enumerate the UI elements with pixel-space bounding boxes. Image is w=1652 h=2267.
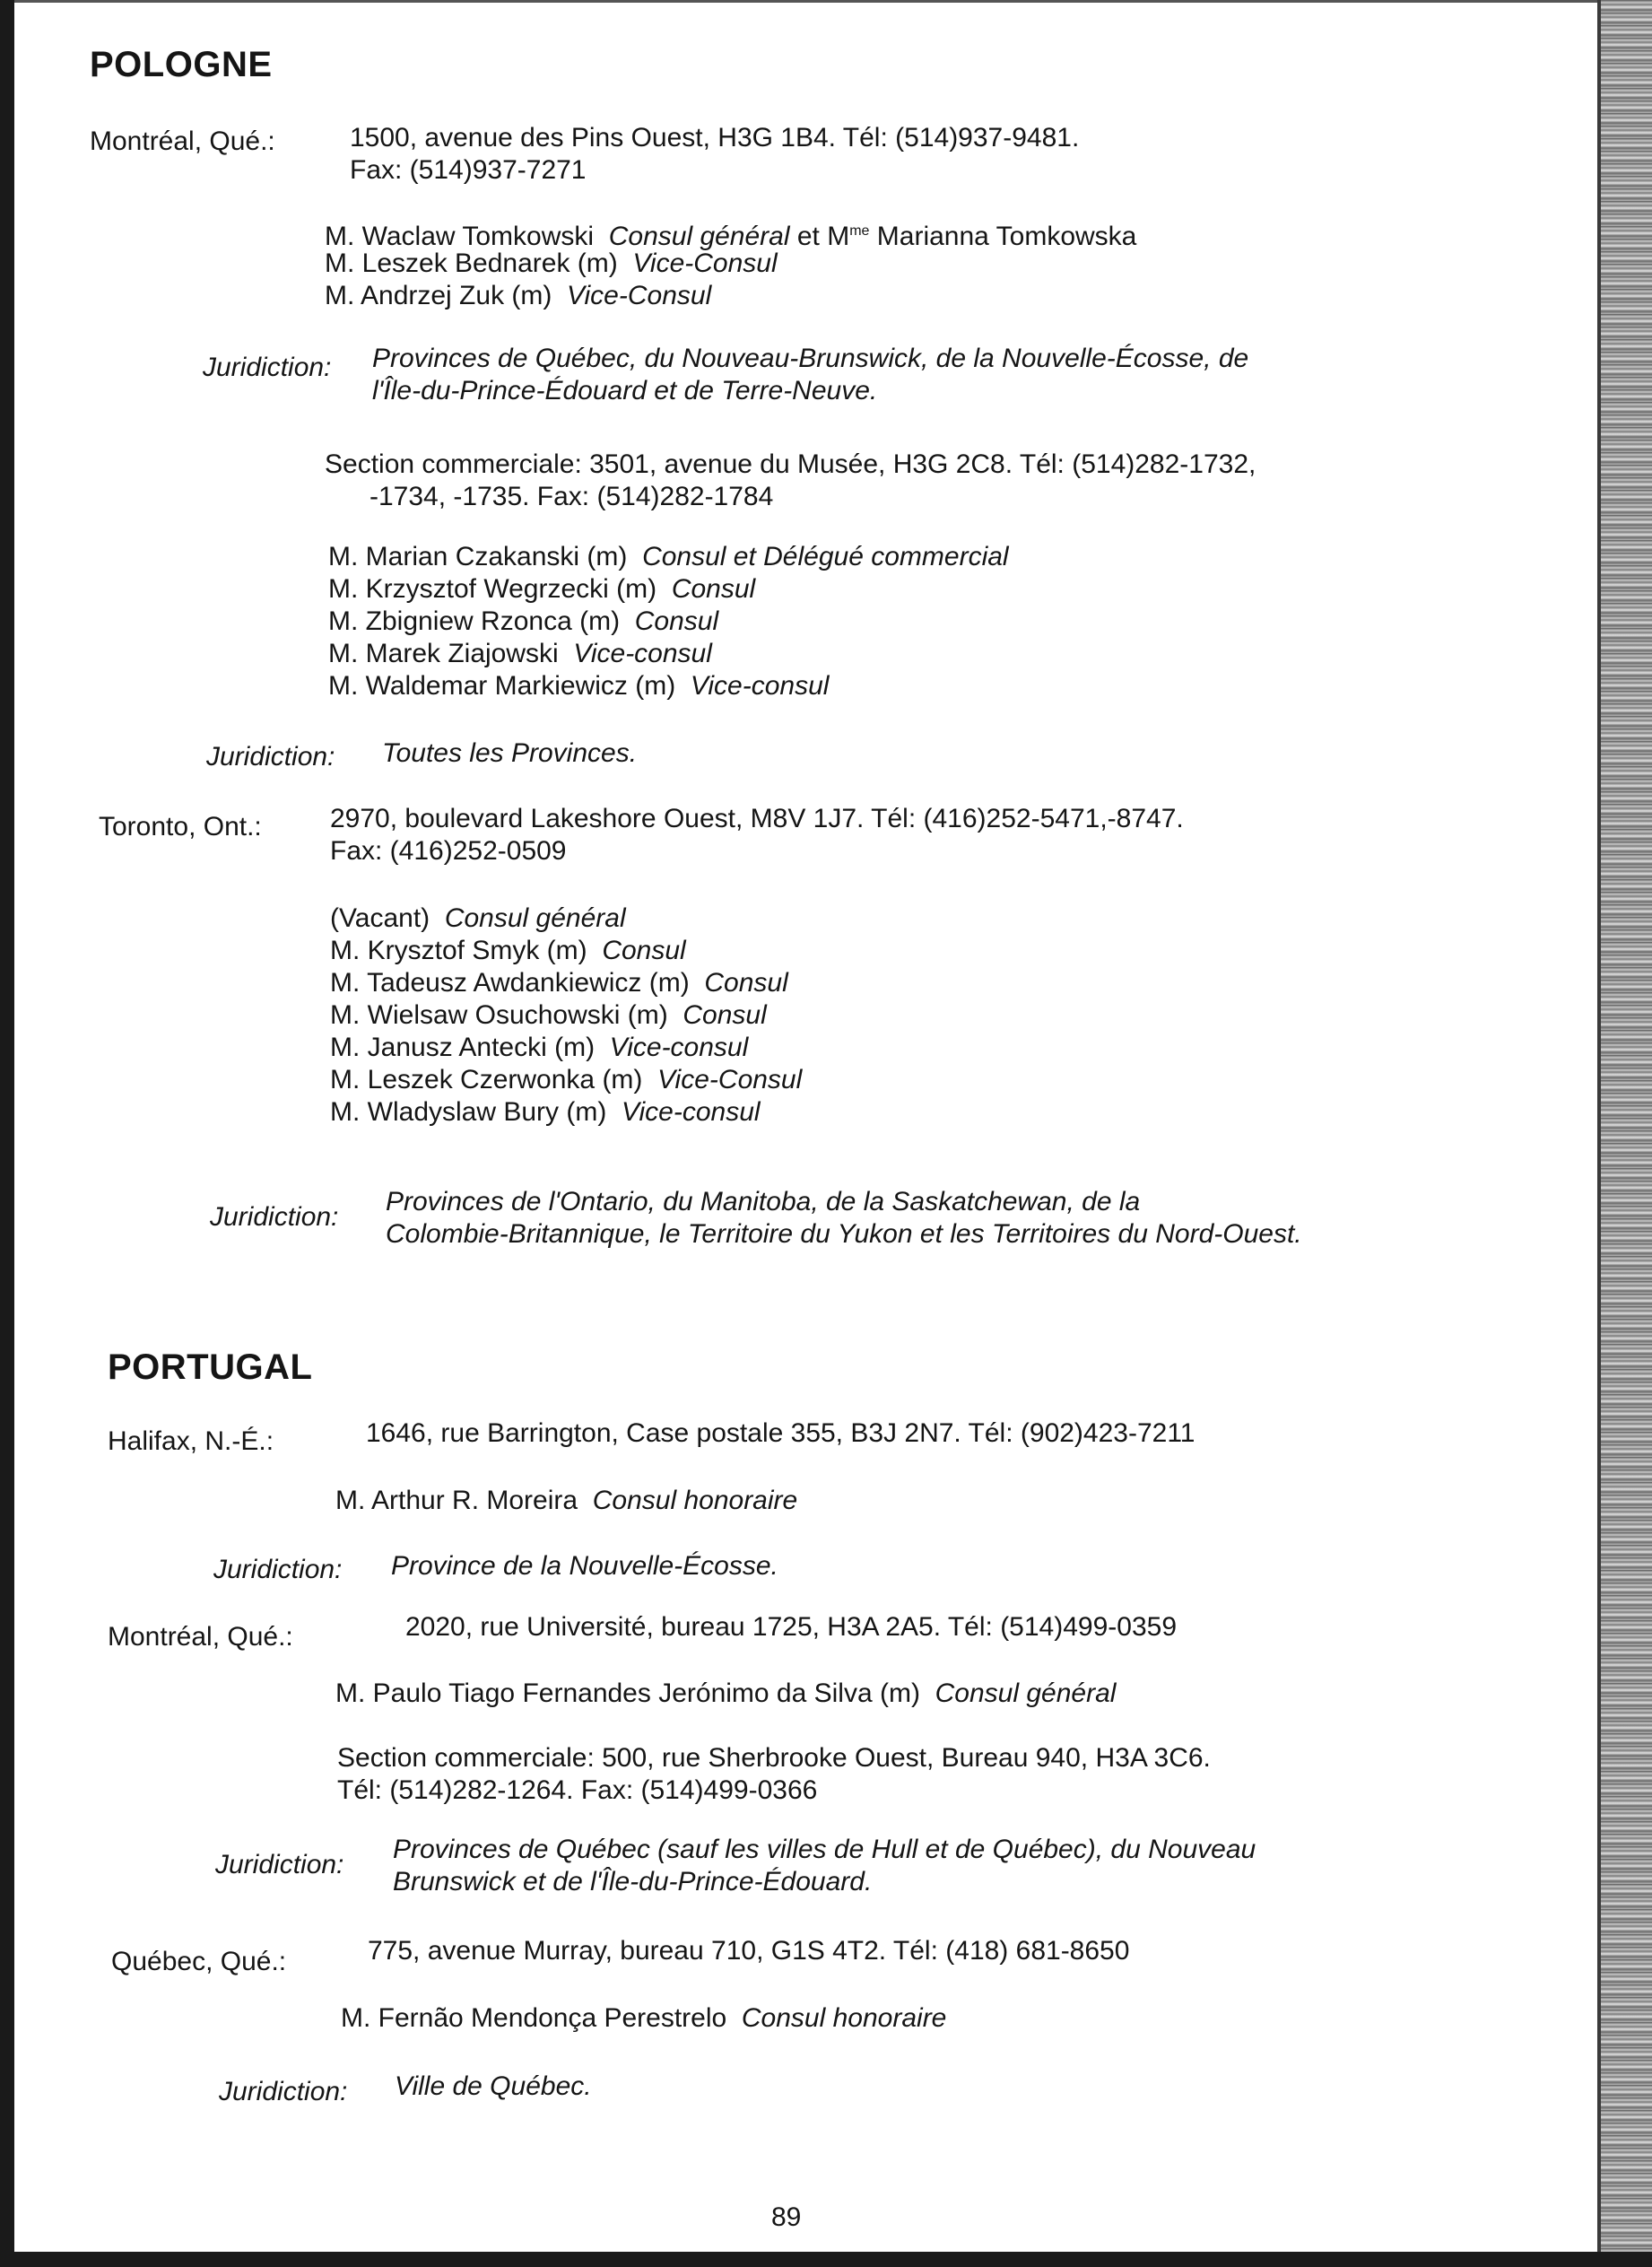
person-name: M. Leszek Bednarek (m) (325, 248, 618, 278)
person-entry (330, 1096, 761, 1129)
page-number: 89 (771, 2202, 802, 2232)
office-address-line: 1646, rue Barrington, Case postale 355, B3J 2N7. Tél: (902)423-7211 (366, 1418, 1196, 1448)
person-entry (328, 606, 718, 638)
jurisdiction-text: Province de la Nouvelle-Écosse. (391, 1551, 778, 1581)
person-name: M. Janusz Antecki (m) (330, 1033, 596, 1062)
person-title: Vice-consul (690, 671, 830, 701)
person-extra: et M (796, 222, 850, 251)
person-entry (335, 1678, 1116, 1710)
person-title: Vice-Consul (632, 248, 778, 278)
person-name: M. Fernão Mendonça Perestrelo (341, 2003, 727, 2033)
person-entry (325, 248, 778, 280)
binding-edge (0, 0, 14, 2267)
jurisdiction-text: Colombie-Britannique, le Territoire du Yukon et les Territoires du Nord-Ouest. (386, 1219, 1302, 1249)
jurisdiction-text: Provinces de l'Ontario, du Manitoba, de la Saskatchewan, de la (386, 1187, 1141, 1216)
office-city-quebec: Québec, Qué.: (111, 1947, 287, 1976)
jurisdiction-text: l'Île-du-Prince-Édouard et de Terre-Neuve. (372, 376, 878, 405)
person-name: M. Andrzej Zuk (m) (325, 281, 552, 310)
jurisdiction-text: Provinces de Québec (sauf les villes de Hull et de Québec), du Nouveau (393, 1835, 1256, 1864)
person-name: M. Wladyslaw Bury (m) (330, 1097, 607, 1127)
person-name: M. Waclaw Tomkowski (325, 222, 595, 251)
person-entry (341, 2002, 946, 2035)
person-name: M. Krzysztof Wegrzecki (m) (328, 574, 657, 604)
person-title: Vice-Consul (657, 1065, 803, 1094)
person-name: M. Paulo Tiago Fernandes Jerónimo da Silva (m) (335, 1678, 920, 1708)
person-title: Consul (602, 936, 686, 965)
person-name: M. Arthur R. Moreira (335, 1486, 578, 1515)
person-name: M. Waldemar Markiewicz (m) (328, 671, 676, 701)
person-entry (330, 1032, 748, 1064)
person-entry (328, 670, 829, 702)
jurisdiction-text: Toutes les Provinces. (382, 738, 638, 768)
office-address-line: 2020, rue Université, bureau 1725, H3A 2A5. Tél: (514)499-0359 (405, 1612, 1178, 1642)
person-title: Consul (671, 574, 756, 604)
person-extra2: Marianna Tomkowska (869, 222, 1137, 251)
person-name: M. Tadeusz Awdankiewicz (m) (330, 968, 690, 998)
person-entry (328, 541, 1009, 573)
jurisdiction-label: Juridiction: (206, 742, 335, 772)
office-city-toronto: Toronto, Ont.: (99, 812, 262, 841)
person-name: M. Marian Czakanski (m) (328, 542, 628, 571)
person-entry (330, 902, 626, 935)
person-entry (330, 935, 686, 967)
person-title: Vice-Consul (567, 281, 712, 310)
person-entry (335, 1485, 797, 1517)
office-address-line: Fax: (514)937-7271 (350, 155, 587, 185)
office-address-line: Fax: (416)252-0509 (330, 836, 567, 866)
bottom-border (0, 2252, 1652, 2267)
person-name: M. Zbigniew Rzonca (m) (328, 606, 621, 636)
person-title: Consul (634, 606, 719, 636)
person-name: M. Leszek Czerwonka (m) (330, 1065, 643, 1094)
person-title: Vice-consul (622, 1097, 761, 1127)
person-title: Vice-consul (609, 1033, 749, 1062)
commercial-section-line: Section commerciale: 3501, avenue du Musée, H3G 2C8. Tél: (514)282-1732, (325, 449, 1256, 479)
person-title: Consul général (444, 903, 626, 933)
person-title: Vice-consul (573, 639, 712, 668)
jurisdiction-text: Provinces de Québec, du Nouveau-Brunswick, de la Nouvelle-Écosse, de (372, 344, 1249, 373)
person-title: Consul général (935, 1678, 1117, 1708)
person-entry (330, 967, 788, 999)
office-address-line: 1500, avenue des Pins Ouest, H3G 1B4. Tél: (514)937-9481. (350, 123, 1080, 153)
jurisdiction-label: Juridiction: (210, 1202, 339, 1232)
office-address-line: 775, avenue Murray, bureau 710, G1S 4T2. Tél: (418) 681-8650 (368, 1936, 1130, 1966)
scan-edge-texture (1601, 0, 1652, 2267)
person-name: M. Marek Ziajowski (328, 639, 559, 668)
person-title: Consul (704, 968, 788, 998)
section-heading-pologne: POLOGNE (90, 45, 273, 84)
commercial-section-line: Tél: (514)282-1264. Fax: (514)499-0366 (337, 1775, 818, 1805)
jurisdiction-label: Juridiction: (219, 2077, 348, 2106)
jurisdiction-label: Juridiction: (213, 1555, 343, 1584)
office-city-halifax: Halifax, N.-É.: (108, 1426, 274, 1456)
commercial-section-line: Section commerciale: 500, rue Sherbrooke Ouest, Bureau 940, H3A 3C6. (337, 1743, 1211, 1773)
person-name: (Vacant) (330, 903, 430, 933)
jurisdiction-text: Brunswick et de l'Île-du-Prince-Édouard. (393, 1867, 873, 1896)
top-border (14, 0, 1601, 3)
jurisdiction-label: Juridiction: (203, 353, 332, 382)
office-city-montreal: Montréal, Qué.: (108, 1622, 293, 1652)
person-title: Consul et Délégué commercial (642, 542, 1009, 571)
person-entry (330, 999, 767, 1032)
section-heading-portugal: PORTUGAL (108, 1347, 313, 1387)
person-title: Consul honoraire (592, 1486, 798, 1515)
person-entry (325, 280, 711, 312)
office-city-montreal: Montréal, Qué.: (90, 126, 275, 156)
person-title: Consul général (608, 222, 790, 251)
person-title: Consul (683, 1000, 767, 1030)
person-name: M. Krysztof Smyk (m) (330, 936, 587, 965)
person-entry (328, 573, 755, 606)
person-title: Consul honoraire (741, 2003, 947, 2033)
person-name: M. Wielsaw Osuchowski (m) (330, 1000, 668, 1030)
jurisdiction-text: Ville de Québec. (395, 2071, 592, 2101)
jurisdiction-label: Juridiction: (215, 1850, 344, 1879)
commercial-section-line: -1734, -1735. Fax: (514)282-1784 (370, 482, 774, 511)
person-entry (328, 638, 712, 670)
person-extra-sup: me (849, 223, 870, 239)
office-address-line: 2970, boulevard Lakeshore Ouest, M8V 1J7. Tél: (416)252-5471,-8747. (330, 804, 1184, 833)
person-entry (330, 1064, 802, 1096)
